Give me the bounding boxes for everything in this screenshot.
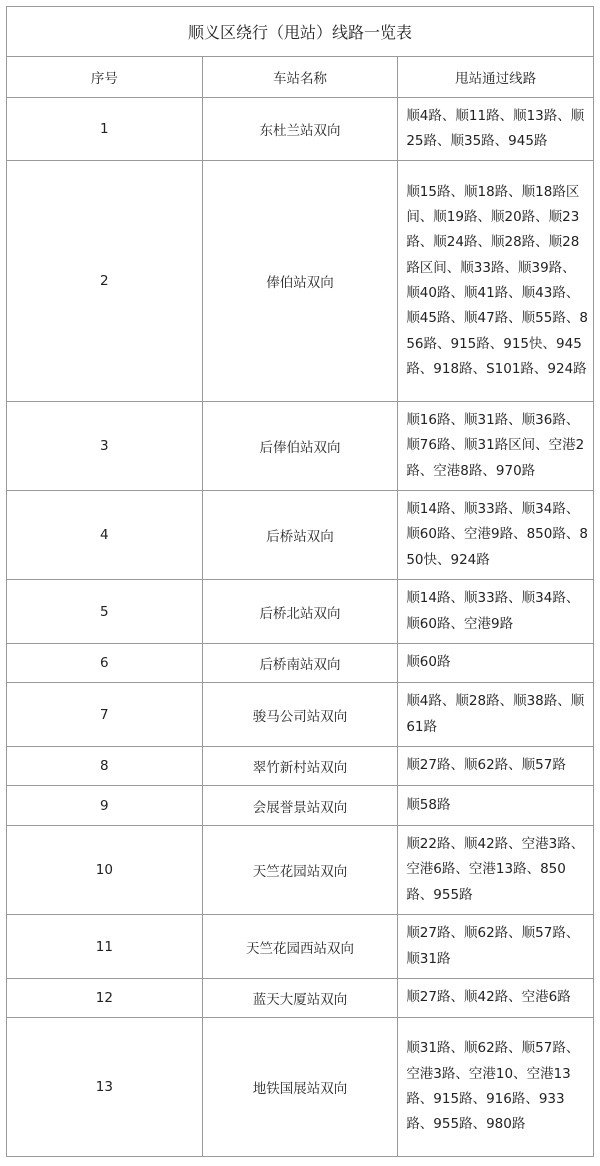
bypass-routes: 顺22路、顺42路、空港3路、空港6路、空港13路、850路、955路 [398,826,594,915]
bypass-routes: 顺27路、顺62路、顺57路、顺31路 [398,915,594,979]
row-number: 6 [7,644,203,683]
bypass-routes: 顺4路、顺11路、顺13路、顺25路、顺35路、945路 [398,98,594,161]
bypass-routes: 顺27路、顺62路、顺57路 [398,747,594,786]
table-row [7,491,594,580]
row-number: 11 [7,915,203,979]
station-name: 天竺花园站双向 [202,826,398,915]
station-name: 地铁国展站双向 [202,1018,398,1157]
header-station: 车站名称 [202,57,398,98]
table-row [7,683,594,747]
table-row [7,915,594,979]
table-title: 顺义区绕行（甩站）线路一览表 [7,7,594,57]
bypass-routes: 顺27路、顺42路、空港6路 [398,979,594,1018]
station-name: 后桥北站双向 [202,580,398,644]
row-number: 13 [7,1018,203,1157]
row-number: 2 [7,161,203,402]
row-number: 3 [7,402,203,491]
bypass-routes: 顺14路、顺33路、顺34路、顺60路、空港9路、850路、850快、924路 [398,491,594,580]
row-number: 7 [7,683,203,747]
bypass-routes: 顺16路、顺31路、顺36路、顺76路、顺31路区间、空港2路、空港8路、970路 [398,402,594,491]
table-row [7,826,594,915]
table-row [7,580,594,644]
row-number: 5 [7,580,203,644]
table-row [7,747,594,786]
table-row [7,979,594,1018]
table-row [7,786,594,826]
bypass-routes: 顺60路 [398,644,594,683]
bypass-routes: 顺58路 [398,786,594,826]
row-number: 9 [7,786,203,826]
table-row [7,98,594,161]
bypass-routes: 顺31路、顺62路、顺57路、空港3路、空港10、空港13路、915路、916路、933路、955路、980路 [398,1018,594,1157]
station-name: 翠竹新村站双向 [202,747,398,786]
route-table [6,6,594,1157]
bypass-routes: 顺14路、顺33路、顺34路、顺60路、空港9路 [398,580,594,644]
header-routes: 甩站通过线路 [398,57,594,98]
station-name: 蓝天大厦站双向 [202,979,398,1018]
row-number: 4 [7,491,203,580]
row-number: 10 [7,826,203,915]
table-row [7,161,594,402]
station-name: 骏马公司站双向 [202,683,398,747]
station-name: 后桥南站双向 [202,644,398,683]
table-row [7,1018,594,1157]
bypass-routes: 顺15路、顺18路、顺18路区间、顺19路、顺20路、顺23路、顺24路、顺28路、顺28路区间、顺33路、顺39路、顺40路、顺41路、顺43路、顺45路、顺47路、顺55路、856路、915路、915快、945路、918路、S101路、924路 [398,161,594,402]
table-row [7,402,594,491]
row-number: 1 [7,98,203,161]
title-row [7,7,594,57]
bypass-routes: 顺4路、顺28路、顺38路、顺61路 [398,683,594,747]
station-name: 天竺花园西站双向 [202,915,398,979]
route-table-sheet [6,6,594,1157]
row-number: 8 [7,747,203,786]
station-name: 东杜兰站双向 [202,98,398,161]
station-name: 后桥站双向 [202,491,398,580]
station-name: 会展誉景站双向 [202,786,398,826]
table-row [7,644,594,683]
station-name: 俸伯站双向 [202,161,398,402]
station-name: 后俸伯站双向 [202,402,398,491]
header-row [7,57,594,98]
header-number: 序号 [7,57,203,98]
row-number: 12 [7,979,203,1018]
